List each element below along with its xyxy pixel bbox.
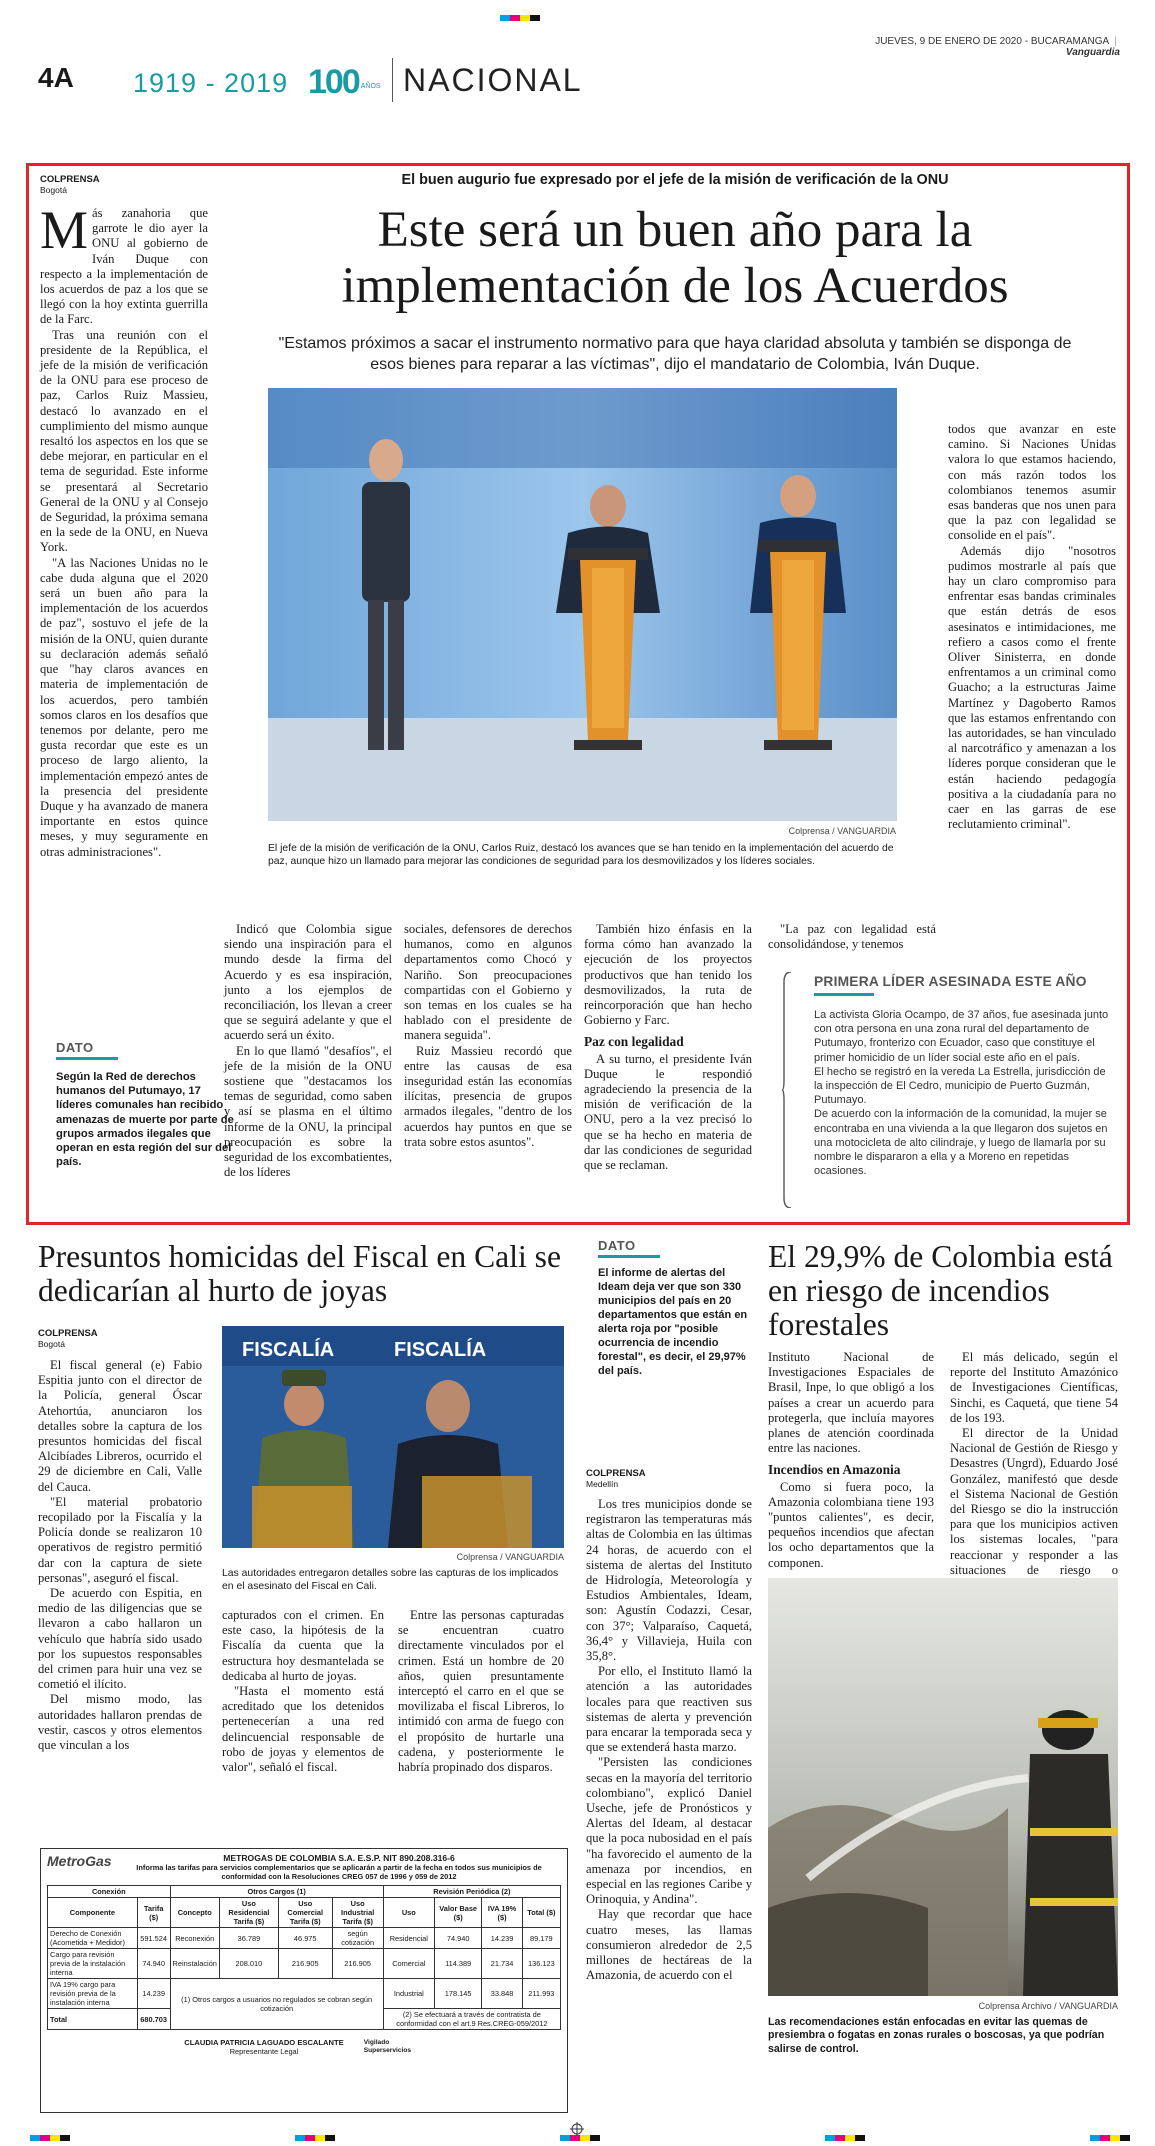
cali-photo-caption: Las autoridades entregaron detalles sobre las capturas de los implicados en el asesinato del Fiscal en Cali. xyxy=(222,1568,559,1593)
section-title: NACIONAL xyxy=(403,62,583,98)
cali-headline: Presuntos homicidas del Fiscal en Cali se dedicarían al hurto de joyas xyxy=(38,1239,561,1308)
cali-col2-para-2: "Hasta el momento está acreditado que los detenidos pertenecerían a una red delincuencial responsable de robo de joyas y elementos de valor", señaló el fiscal. xyxy=(222,1684,384,1775)
cali-photo-credit: Colprensa / VANGUARDIA xyxy=(456,1552,564,1562)
main-column-2 xyxy=(224,922,392,1180)
brand-text: Vanguardia xyxy=(1065,47,1120,58)
main-column-4 xyxy=(584,922,752,1173)
anniversary-logo: 100 AÑOS xyxy=(308,63,381,101)
fire-column-1 xyxy=(586,1497,752,1984)
press-conference-photo xyxy=(268,388,897,821)
fire-column-3 xyxy=(950,1350,1118,1593)
main-col6-para-1: todos que avanzar en este camino. Si Naciones Unidas valora lo que estamos haciendo, con más razón todos los colombianos tenemos asumir esas banderas que nos unen para que la paz con legalidad se consolide en el país". xyxy=(948,422,1116,543)
table-row: Derecho de Conexión (Acometida + Medidor) 591.524 Reconexión 36.789 46.975 según cotización Residencial 74.940 14.239 89.179 xyxy=(48,1928,561,1949)
otros-header: Otros Cargos (1) xyxy=(170,1886,383,1898)
fire-photo-caption: Las recomendaciones están enfocadas en evitar las quemas de presiembra o fogatas en zonas rurales o boscosas, ya que podrían salirse de control. xyxy=(768,2016,1105,2055)
sidebar-para-1: La activista Gloria Ocampo, de 37 años, fue asesinada junto con otra persona en una zona rural del departamento de Putumayo, fronterizo con Ecuador, caso que constituye el primer homicidio de un líder social este año en el país. xyxy=(814,1009,1109,1064)
main-headline: Este será un buen año para la implementación de los Acuerdos xyxy=(341,202,1009,314)
fire-headline: El 29,9% de Colombia está en riesgo de incendios forestales xyxy=(768,1239,1113,1342)
fire-col2-para-1: Instituto Nacional de Investigaciones Espaciales de Brasil, Inpe, lo que obligó a los países a crear un acuerdo para protegerla, que incluía mayores planes de atención coordinada entre las naciones. xyxy=(768,1350,934,1456)
fire-col1-para-1: Los tres municipios donde se registraron las temperaturas más altas de Colombia en las últimas 24 horas, de acuerdo con el sistema de alertas del Instituto de Hidrología, Meteorología y Estudios Ambientales, Ideam, son: Agustín Codazzi, Cesar, con 37°; Valparaíso, Caquetá, 36,4° y Villavieja, Huila con 35,8°. xyxy=(586,1497,752,1664)
main-col4-para-1: También hizo énfasis en la forma cómo han avanzado la ejecución de los proyectos productivos que han tenido los desmovilizados, la ruta de reincorporación que han hecho Gobierno y Farc. xyxy=(584,922,752,1028)
cali-column-2 xyxy=(222,1608,384,1775)
col-header: Tarifa ($) xyxy=(137,1898,170,1928)
cali-photo xyxy=(222,1326,564,1548)
ad-signer-role: Representante Legal xyxy=(229,2047,299,2056)
revision-header: Revisión Periódica (2) xyxy=(383,1886,560,1898)
col-header: Uso Residencial Tarifa ($) xyxy=(219,1898,278,1928)
date-line: JUEVES, 9 DE ENERO DE 2020 - BUCARAMANGA | Vanguardia xyxy=(875,36,1120,58)
col-header: Valor Base ($) xyxy=(434,1898,482,1928)
main-column-5-top xyxy=(768,922,936,952)
main-col6-para-2: Además dijo "nosotros pudimos mostrarle al país que hay un claro compromiso para enfrentar esas bandas criminales que están detrás de esos asesinatos e intimidaciones, me refiero a casos como el frente Oliver Sinisterra, en donde enfrentamos a un criminal como Guacho; a la estructuras Jaime Martínez y Dagoberto Ramos que las estamos enfrentando con las autoridades, se han vinculado al narcotráfico y amenazan a los líderes porque consideran que le están haciendo pedagogía positiva a la ciudadanía para no caer en las garras de ese reclutamiento criminal". xyxy=(948,543,1116,832)
col-header: IVA 19% ($) xyxy=(482,1898,522,1928)
main-col3-para-1: sociales, defensores de derechos humanos, como en algunos departamentos como Chocó y Nariño. Son preocupaciones compartidas con el Gobierno y son temas en los cuales se ha hablado con el presidente de manera seguida". xyxy=(404,922,572,1043)
registration-marks-top xyxy=(500,8,700,14)
fire-column-2 xyxy=(768,1350,934,1571)
sidebar-para-2: El hecho se registró en la vereda La Estrella, jurisdicción de la inspección de El Cedro, municipio de Puerto Guzmán, Putumayo. xyxy=(814,1065,1106,1107)
fire-photo xyxy=(768,1578,1118,1996)
ad-intro: Informa las tarifas para servicios complementarios que se aplicarán a partir de la fecha en todos sus municipios de conformidad con la Resoluciones CREG 057 de 1996 y 059 de 2012 xyxy=(136,1863,542,1881)
dato-bar xyxy=(598,1255,660,1258)
main-col4-subhead: Paz con legalidad xyxy=(584,1034,684,1050)
fiscalia-press-photo xyxy=(222,1326,564,1548)
dato-text: El informe de alertas del Ideam deja ver que son 330 municipios del país en 20 departamentos que están en alerta roja por "posible ocurrencia de incendio forestal", es decir, el 29,97% del país. xyxy=(598,1267,748,1377)
sidebar-para-3: De acuerdo con la información de la comunidad, la mujer se encontraba en una vivienda a la que llegaron dos sujetos en una motocicleta de alto cilindraje, y luego de llamarla por su nombre le dispararon a ella y a Moreno en repetidas ocasiones. xyxy=(814,1108,1108,1178)
main-col4-para-2: A su turno, el presidente Iván Duque le respondió agradeciendo la presencia de la misión de verificación de la ONU, pero a la vez precisó lo que se ha hecho en materia de dar las condiciones de seguridad que se reclaman. xyxy=(584,1051,752,1173)
cali-col2-para-1: capturados con el crimen. En este caso, la hipótesis de la Fiscalía da cuenta que la estructura hoy desmantelada se dedicaba al hurto de joyas. xyxy=(222,1608,384,1683)
conexion-header: Conexión xyxy=(48,1886,171,1898)
sidebar-brace xyxy=(782,972,792,1208)
main-dato-box xyxy=(56,1040,236,1169)
main-col1-para-2: Tras una reunión con el presidente de la República, el jefe de la misión de verificación de la ONU para ese proceso de paz, Carlos Ruiz Massieu, destacó lo avanzado en el cumplimiento del mismo aunque resaltó los aspectos en los que se debe mejorar, en particular en el tema de seguridad. Este informe se presentará al Secretario General de la ONU y al Consejo de Seguridad, la próxima semana en la sede de la ONU, en Nueva York. xyxy=(40,327,208,555)
sidebar-title: PRIMERA LÍDER ASESINADA ESTE AÑO xyxy=(814,974,1087,989)
tariff-table xyxy=(47,1885,561,2030)
sidebar-title-bar xyxy=(814,993,874,996)
main-column-6 xyxy=(948,422,1116,832)
table-row: IVA 19% cargo para revisión previa de la instalación interna 14.239 (1) Otros cargos a usuarios no regulados se cobran según cotización Industrial 178.145 33.848 211.993 xyxy=(48,1979,561,2009)
main-kicker: El buen augurio fue expresado por el jefe de la misión de verificación de la ONU xyxy=(401,172,949,188)
fire-byline: COLPRENSA Medellín xyxy=(586,1468,646,1489)
main-col1-para-1: Más zanahoria que garrote le dio ayer la ONU al gobierno de Iván Duque con respecto a la implementación de los acuerdos de paz a los que se llegó con la hoy extinta guerrilla de la Farc. xyxy=(40,200,208,327)
fire-col2-subhead: Incendios en Amazonia xyxy=(768,1462,901,1478)
ad-note-1: (1) Otros cargos a usuarios no regulados se cobran según cotización xyxy=(170,1979,383,2030)
cali-col1-para-1: El fiscal general (e) Fabio Espitia junto con el director de la Policía, general Óscar Atehortúa, anunciaron los detalles sobre la captura de los presuntos homicidas del fiscal Alcibíades Libreros, ocurrido el 29 de diciembre en Cali, Valle del Cauca. xyxy=(38,1358,202,1494)
metrogas-ad xyxy=(40,1848,568,2113)
fire-col1-para-4: Hay que recordar que hace cuatro meses, las llamas consumieron alrededor de 2,5 millones de hectáreas de la Amazonia, de acuerdo con el xyxy=(586,1907,752,1983)
fire-col3-para-1: El más delicado, según el reporte del Instituto Amazónico de Investigaciones Científicas, Sinchi, es Caquetá, que tiene 54 de los 193. xyxy=(950,1350,1118,1425)
main-column-3 xyxy=(404,922,572,1150)
firefighter-photo xyxy=(768,1578,1118,1996)
header-divider xyxy=(392,58,393,102)
col-header: Componente xyxy=(48,1898,138,1928)
main-photo-caption: El jefe de la misión de verificación de la ONU, Carlos Ruiz, destacó los avances que se han tenido en la implementación del acuerdo de paz, aunque hizo un llamado para mejorar las condiciones de seguridad para los desmovilizados y los líderes sociales. xyxy=(268,843,894,868)
col-header: Uso Comercial Tarifa ($) xyxy=(278,1898,332,1928)
cali-column-3 xyxy=(398,1608,564,1775)
dato-text: Según la Red de derechos humanos del Putumayo, 17 líderes comunales han recibido amenazas de muerte por parte de grupos armados ilegales que operan en esta región del sur del país. xyxy=(56,1071,234,1169)
dato-label: DATO xyxy=(598,1238,636,1253)
cali-byline: COLPRENSA Bogotá xyxy=(38,1328,98,1349)
ad-note-2: (2) Se efectuará a través de contratista de conformidad con el art.9 Res.CREG-059/2012 xyxy=(383,2009,560,2030)
metrogas-logo: MetroGas xyxy=(47,1853,112,1869)
table-row: Cargo para revisión previa de la instalación interna 74.940 Reinstalación 208.010 216.905 216.905 Comercial 114.389 21.734 136.123 xyxy=(48,1949,561,1979)
cali-col1-para-4: Del mismo modo, las autoridades hallaron prendas de vestir, cascos y otros elementos que vinculan a los xyxy=(38,1692,202,1753)
crosshair-mark xyxy=(570,2122,584,2136)
drop-cap: M xyxy=(40,200,89,260)
main-col3-para-2: Ruiz Massieu recordó que entre las causas de esa inseguridad están las economías ilícitas, presencia de grupos armados ilegales, "dentro de los acuerdos hay puntos en que se trata sobre estos asuntos". xyxy=(404,1043,572,1149)
photo-sign-2: FISCALÍA xyxy=(394,1339,487,1361)
cali-col1-para-3: De acuerdo con Espitia, en medio de las diligencias que se llevaron a cabo hallaron un vehículo que habría sido usado por los supuestos responsables del crimen para huir una vez se cometió el ilícito. xyxy=(38,1586,202,1692)
dato-bar xyxy=(56,1057,118,1060)
cali-column-1 xyxy=(38,1358,202,1753)
years-label: 1919 - 2019 xyxy=(133,68,289,98)
main-deck: "Estamos próximos a sacar el instrumento normativo para que haya claridad absoluta y también se disponga de esos bienes para reparar a las víctimas", dijo el mandatario de Colombia, Iván Duque. xyxy=(278,335,1072,373)
col-header: Uso Industrial Tarifa ($) xyxy=(332,1898,383,1928)
ad-company: METROGAS DE COLOMBIA S.A. E.S.P. NIT 890.208.316-6 xyxy=(223,1853,455,1863)
ad-seal: Vigilado Superservicios xyxy=(363,2039,412,2054)
col-header: Uso xyxy=(383,1898,434,1928)
col-header: Total ($) xyxy=(522,1898,560,1928)
fire-photo-credit: Colprensa Archivo / VANGUARDIA xyxy=(978,2001,1118,2011)
sidebar-text xyxy=(814,1008,1114,1178)
main-col1-para-3: "A las Naciones Unidas no le cabe duda alguna que el 2020 será un buen año para la implementación de los acuerdos de paz", sostuvo el jefe de la misión de la ONU, quien durante su declaración además señaló que "hay claros avances en materia de implementación de los acuerdos, pero también somos claros en los desafíos que tenemos por delante, pero me gusta recordar que este es un proceso de largo aliento, la implementación empezó antes de la presencia del presidente Duque y ha avanzado de manera importante en estos quince meses, y muy seguramente en otras administraciones". xyxy=(40,555,208,859)
page-number: 4A xyxy=(38,62,74,93)
main-photo xyxy=(268,388,897,821)
main-col2-para-1: Indicó que Colombia sigue siendo una inspiración para el mundo desde la firma del Acuerdo y es esa inspiración, junto a los ejemplos de reconciliación, los llevan a creer que se seguirá adelante y que el acuerdo será un éxito. xyxy=(224,922,392,1043)
table-row-total: Total 680.703 (2) Se efectuará a través de contratista de conformidad con el art.9 Res.CREG-059/2012 xyxy=(48,2009,561,2030)
main-col2-para-2: En lo que llamó "desafíos", el jefe de la misión de la ONU sostiene que "destacamos los temas de seguridad, como saben y así se plasma en el último informe de la ONU, la principal preocupación es sobre la seguridad de los excombatientes, de los líderes xyxy=(224,1043,392,1180)
fire-dato-box xyxy=(598,1238,748,1378)
main-column-1 xyxy=(40,200,208,860)
main-byline: COLPRENSA Bogotá xyxy=(40,174,100,195)
fire-col2-para-2: Como si fuera poco, la Amazonia colombiana tiene 193 "puntos calientes", es decir, pequeños incendios que afectan los ocho departamentos que la componen. xyxy=(768,1479,934,1570)
cali-col1-para-2: "El material probatorio recopilado por la Fiscalía y la Policía donde se realizaron 10 operativos de registro permitió dar con la captura de siete personas", aseguró el fiscal. xyxy=(38,1494,202,1585)
ad-signer: CLAUDIA PATRICIA LAGUADO ESCALANTE xyxy=(184,2038,344,2047)
photo-sign-1: FISCALÍA xyxy=(242,1339,335,1361)
main-col5-para-1: "La paz con legalidad está consolidándose, y tenemos xyxy=(768,922,936,952)
fire-col1-para-2: Por ello, el Instituto llamó la atención a las autoridades locales para que reactiven sus sistemas de alerta y prevención para encarar la temporada seca y que se extenderá hasta marzo. xyxy=(586,1664,752,1755)
col-header: Concepto xyxy=(170,1898,219,1928)
cali-col3-para-1: Entre las personas capturadas se encuentran cuatro directamente vinculados por el crimen. Está un hombre de 20 años, quien presuntamente interceptó el carro en el que se movilizaba el fiscal Libreros, lo intimidó con arma de fuego con el propósito de hurtarle una cadena, y posteriormente le habría propinado dos disparos. xyxy=(398,1608,564,1775)
fire-col3-para-2: El director de la Unidad Nacional de Gestión de Riesgo y Desastres (Ungrd), Eduardo José González, manifestó que desde el Sistema Nacional de Gestión del Riesgo se dio la instrucción para que los municipios activen los sistemas locales, "para reaccionar y responder a las situaciones de riesgo o xyxy=(950,1426,1118,1577)
dato-label: DATO xyxy=(56,1040,94,1055)
main-photo-credit: Colprensa / VANGUARDIA xyxy=(788,826,896,836)
fire-col1-para-3: "Persisten las condiciones secas en la mayoría del territorio colombiano", explicó Daniel Useche, jefe de Pronósticos y Alertas del Ideam, al destacar que la poca nubosidad en el país "ha favorecido el aumento de la amenaza por incendios, en especial en las regiones Caribe y Orinoquia, y Andina". xyxy=(586,1755,752,1907)
date-text: JUEVES, 9 DE ENERO DE 2020 - BUCARAMANGA xyxy=(875,36,1109,47)
